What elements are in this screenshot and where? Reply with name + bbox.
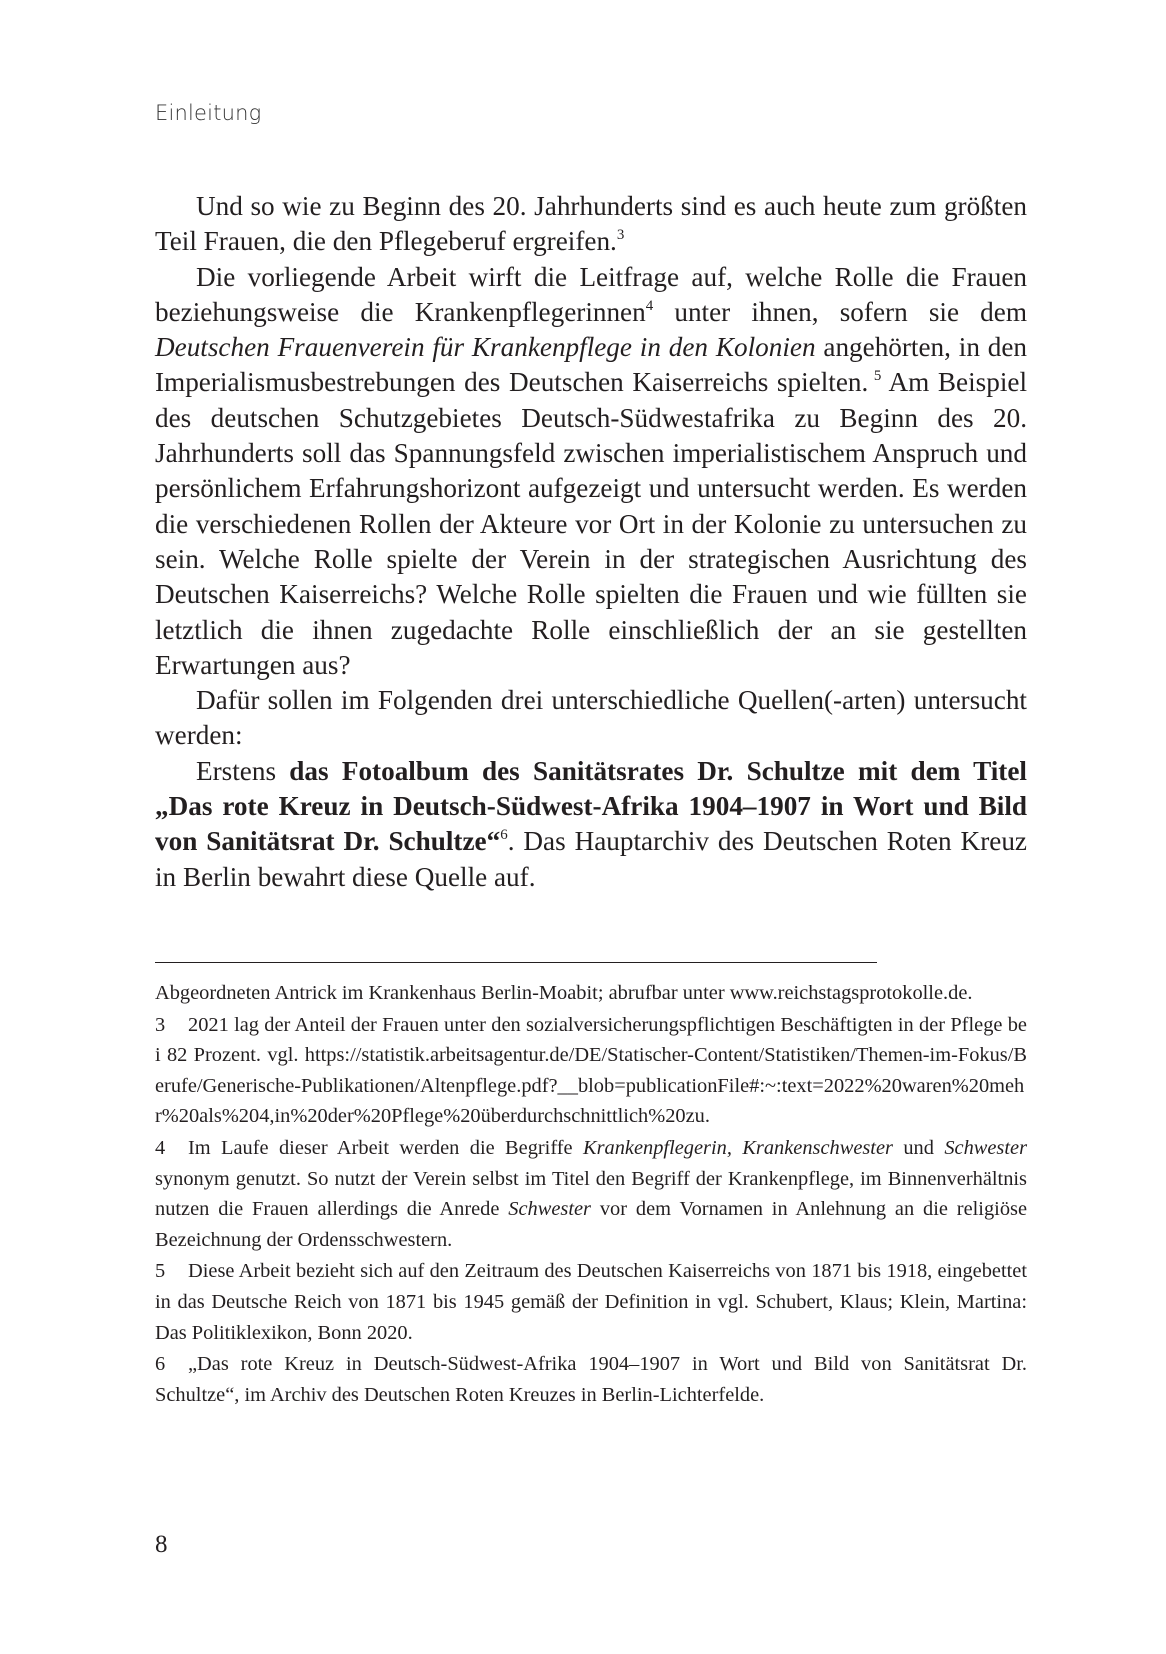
- source-title: das Fotoalbum des Sanitätsrates Dr. Schultze mit dem Titel „Das rote Kreuz in Deutsch-Südwest-Afrika 1904–1907 in Wort und Bild von Sanitätsrat Dr. Schultze“: [155, 755, 1027, 857]
- footnote-6-number: 6: [155, 1353, 166, 1376]
- footnote-4-text-b: und: [892, 1136, 945, 1159]
- paragraph-1: [155, 189, 1027, 260]
- paragraph-1-text: Und so wie zu Beginn des 20. Jahrhunderts sind es auch heute zum größten Teil Frauen, die den Pflegeberuf ergreifen.: [155, 191, 1027, 257]
- footnote-3-number: 3: [155, 1013, 166, 1036]
- paragraph-2-text-c: angehörten, in den Imperialismusbestrebungen des Deutschen Kaiserreichs spielten.: [155, 332, 1028, 398]
- footnote-ref-3[interactable]: 3: [616, 227, 625, 244]
- paragraph-2: [155, 260, 1027, 684]
- footnote-4-number: 4: [155, 1136, 166, 1159]
- footnote-4-text-a: Im Laufe dieser Arbeit werden die Begriffe: [188, 1136, 583, 1159]
- paragraph-4: [155, 754, 1027, 895]
- footnote-4-term-3: Schwester: [508, 1198, 591, 1221]
- footnote-ref-6[interactable]: 6: [500, 827, 508, 844]
- paragraph-4-text-a: Erstens: [196, 755, 290, 786]
- footnote-3: [155, 1010, 1027, 1132]
- footnote-separator: [155, 962, 877, 963]
- paragraph-2-text-b: unter ihnen, sofern sie dem: [653, 296, 1027, 327]
- footnote-6-text: „Das rote Kreuz in Deutsch-Südwest-Afrika 1904–1907 in Wort und Bild von Sanitätsrat Dr. Schultze“, im Archiv des Deutschen Roten Kreuzes in Berlin-Lichterfelde.: [155, 1353, 1027, 1406]
- footnote-ref-5[interactable]: 5: [868, 368, 882, 385]
- footnote-5-number: 5: [155, 1260, 166, 1283]
- association-name: Deutschen Frauenverein für Krankenpflege in den Kolonien: [155, 332, 816, 363]
- main-text: [155, 189, 1027, 895]
- running-head: Einleitung: [155, 101, 262, 125]
- page-number: 8: [155, 1531, 168, 1558]
- footnote-5: [155, 1256, 1027, 1348]
- footnote-ref-4[interactable]: 4: [645, 297, 654, 314]
- footnote-4-text-d: vor dem Vornamen in Anlehnung an die religiöse Bezeichnung der Ordensschwestern.: [155, 1198, 1027, 1251]
- footnotes: [155, 978, 1027, 1411]
- footnote-4-term-2: Schwester: [944, 1136, 1028, 1159]
- paragraph-2-text-d: Am Beispiel des deutschen Schutzgebietes Deutsch-Südwestafrika zu Beginn des 20. Jahrhunderts soll das Spannungsfeld zwischen imperialistischem Anspruch und persönlichem Erfahrungshorizont aufgezeigt und untersucht werden. Es werden die verschiedenen Rollen der Akteure vor Ort in der Kolonie zu untersuchen zu sein. Welche Rolle spielte der Verein in der strategischen Ausrichtung des Deutschen Kaiserreichs? Welche Rolle spielten die Frauen und wie füllten sie letztlich die ihnen zugedachte Rolle einschließlich der an sie gestellten Erwartungen aus?: [155, 367, 1028, 680]
- footnote-6: [155, 1349, 1027, 1410]
- footnote-5-text: Diese Arbeit bezieht sich auf den Zeitraum des Deutschen Kaiserreichs von 1871 bis 1918, eingebettet in das Deutsche Reich von 1871 bis 1945 gemäß der Definition in vgl. Schubert, Klaus; Klein, Martina: Das Politiklexikon, Bonn 2020.: [155, 1260, 1027, 1344]
- footnote-4: [155, 1133, 1027, 1255]
- footnote-4-term-1: Krankenpflegerin, Krankenschwester: [583, 1136, 893, 1159]
- paragraph-4-text-b: . Das Hauptarchiv des Deutschen Roten Kreuz in Berlin bewahrt diese Quelle auf.: [155, 826, 1027, 892]
- paragraph-3: Dafür sollen im Folgenden drei unterschiedliche Quellen(-arten) untersucht werden:: [155, 685, 1027, 751]
- paragraph-2-text-a: Die vorliegende Arbeit wirft die Leitfrage auf, welche Rolle die Frauen beziehungsweise die Krankenpflegerinnen: [155, 261, 1027, 327]
- footnote-4-text-c: synonym genutzt. So nutzt der Verein selbst im Titel den Begriff der Krankenpflege, im Binnenverhältnis nutzen die Frauen allerdings die Anrede: [155, 1167, 1027, 1221]
- footnote-continuation: Abgeordneten Antrick im Krankenhaus Berlin-Moabit; abrufbar unter www.reichstagsprotokolle.de.: [155, 982, 973, 1004]
- footnote-3-text: 2021 lag der Anteil der Frauen unter den sozialversicherungspflichtigen Beschäftigten in der Pflege bei 82 Prozent. vgl. https://statistik.arbeitsagentur.de/DE/Statischer-Content/Statistiken/Themen-im-Fokus/Berufe/Generische-Publikationen/Altenpflege.pdf?__blob=publicationFile#:~:text=2022%20waren%20mehr%20als%204,in%20der%20Pflege%20überdurchschnittlich%20zu.: [155, 1013, 1027, 1128]
